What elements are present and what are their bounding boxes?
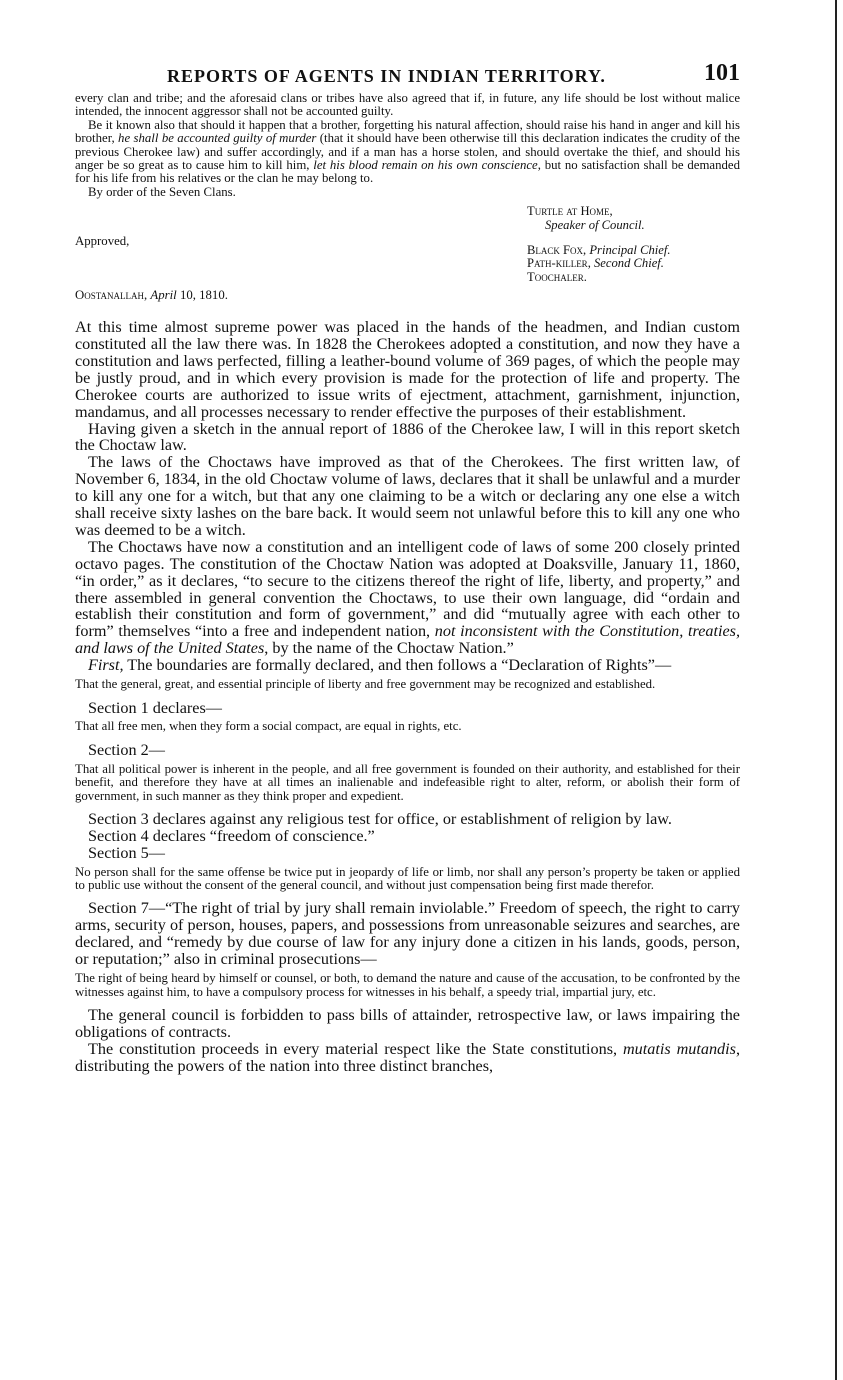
b5-b: The boundaries are formally declared, and then follows a “Declaration of Rights”—	[123, 656, 672, 675]
chief2-name: Path-killer,	[527, 256, 591, 271]
quote-3: That all political power is inherent in the people, and all free government is founded on their authority, and established for their benefit, and therefore they have at all times an inalienable and indefeasible right to alter, reform, or abolish their form of government, in such manner as they think proper and expedient.	[75, 761, 740, 803]
body-paragraph-1: At this time almost supreme power was placed in the hands of the headmen, and Indian custom constituted all the law there was. In 1828 the Cherokees adopted a constitution, and now they have a constitution and laws perfected, filling a leather-bound volume of 369 pages, of which the people may be justly proud, and in which every provision is made for the protection of life and property. The Cherokee courts are authorized to issue writs of ejectment, attachment, garnishment, injunction, mandamus, and all processes necessary to render effective the purposes of their establishment.	[75, 318, 740, 421]
document-page	[75, 58, 740, 1075]
page-header	[75, 58, 740, 92]
section-7: Section 7—“The right of trial by jury shall remain inviolable.” Freedom of speech, the right to carry arms, security of person, houses, papers, and possessions from unreasonable seizures and searches, are declared, and “remedy by due course of law for any injury done a citizen in his lands, goods, person, or reputation;” also in criminal prosecutions—	[75, 899, 740, 969]
date-month: April	[150, 288, 177, 303]
law-p2-e: , but no satisfaction shall be demanded for his life from his relatives or the clan he may belong to.	[75, 158, 740, 186]
speaker-title: Speaker of Council.	[545, 217, 645, 232]
quote-5: The right of being heard by himself or counsel, or both, to demand the nature and cause of the accusation, to be confronted by the witnesses against him, to have a compulsory process for witnesses in his behalf, a speedy trial, impartial jury, etc.	[75, 971, 740, 999]
speaker-signature	[527, 205, 740, 232]
b7-a: The constitution proceeds in every material respect like the State constitutions,	[88, 1039, 623, 1058]
law-p2-c: (that it should have been otherwise till this declaration indicates the crudity of the previous Cherokee law) and suffer accordingly, and if a man has a horse stolen, and should overtake the thief, and should his anger be so great as to cause him to kill him,	[75, 131, 740, 173]
quote-4: No person shall for the same offense be twice put in jeopardy of life or limb, nor shall any person’s property be taken or applied to public use without the consent of the general council, and without just compensation being first made therefor.	[75, 864, 740, 893]
section-4: Section 4 declares “freedom of conscience.”	[88, 826, 375, 845]
body-paragraph-7	[75, 1041, 740, 1075]
body-paragraph-2: Having given a sketch in the annual report of 1886 of the Cherokee law, I will in this report sketch the Choctaw law.	[75, 419, 740, 455]
law-p2-a: Be it known also that should it happen that a brother, forgetting his natural affection, should raise his hand in anger and kill his brother,	[75, 117, 740, 146]
section-5: Section 5—	[88, 843, 165, 862]
chief1-name: Black Fox,	[527, 243, 587, 258]
quote-1: That the general, great, and essential principle of liberty and free government may be recognized and established.	[75, 677, 656, 692]
section-1: Section 1 declares—	[88, 698, 222, 717]
running-title: REPORTS OF AGENTS IN INDIAN TERRITORY.	[167, 66, 606, 86]
b7-c: , distributing the powers of the nation into three distinct branches,	[75, 1039, 740, 1075]
speaker-name: Turtle at Home,	[527, 204, 613, 219]
chief2-title: Second Chief.	[594, 256, 664, 271]
date-line	[75, 288, 740, 303]
body-paragraph-3: The laws of the Choctaws have improved as that of the Cherokees. The first written law, of November 6, 1834, in the old Choctaw volume of laws, declares that it shall be unlawful and a murder to kill any one for a witch, but that any one claiming to be a witch or declaring any one else a witch shall receive sixty lashes on the bare back. It would seem not unlawful before this to kill any one who was deemed to be a witch.	[75, 453, 740, 539]
page-edge-line	[835, 0, 837, 1380]
b7-b: mutatis mutandis	[622, 1039, 736, 1058]
body-paragraph-5	[75, 657, 740, 674]
page-number: 101	[704, 60, 740, 86]
quote-2: That all free men, when they form a social compact, are equal in rights, etc.	[75, 719, 462, 734]
b4-c: , by the name of the Choctaw Nation.”	[264, 639, 514, 658]
law-p2-d: let his blood remain on his own conscience	[313, 158, 538, 173]
approved-label: Approved,	[75, 234, 130, 249]
law-paragraph-3: By order of the Seven Clans.	[88, 184, 236, 199]
b4-a: The Choctaws have now a constitution and an intelligent code of laws of some 200 closely printed octavo pages. The constitution of the Choctaw Nation was adopted at Doaksville, January 11, 1860, “in order,” as it declares, “to secure to the citizens thereof the right of life, liberty, and property,” and there assembled in general convention the Choctaws, to use their own language, did “ordain and establish their constitution and form of government,” and did “mutually agree with each other to form” themselves “into a free and independent nation,	[75, 537, 740, 641]
section-2: Section 2—	[88, 740, 165, 759]
date-place: Oostanallah,	[75, 288, 148, 303]
section-3: Section 3 declares against any religious test for office, or establishment of religion by law.	[88, 809, 672, 828]
date-rest: 10, 1810.	[179, 288, 228, 303]
chief3-name: Toochaler.	[527, 269, 587, 284]
body-paragraph-6: The general council is forbidden to pass bills of attainder, retrospective law, or laws impairing the obligations of contracts.	[75, 1005, 740, 1041]
law-p2-b: he shall be accounted guilty of murder	[118, 131, 317, 146]
law-paragraph-2	[75, 119, 740, 186]
b4-b: not inconsistent with the Constitution, treaties, and laws of the United States	[75, 622, 740, 658]
chiefs-signatures	[527, 244, 671, 284]
b5-a: First,	[88, 656, 124, 675]
law-paragraph-1: every clan and tribe; and the aforesaid clans or tribes have also agreed that if, in future, any life should be lost without malice intended, the innocent aggressor shall not be accounted guilty.	[75, 91, 740, 119]
body-paragraph-4	[75, 539, 740, 657]
chief1-title: Principal Chief.	[589, 243, 671, 258]
